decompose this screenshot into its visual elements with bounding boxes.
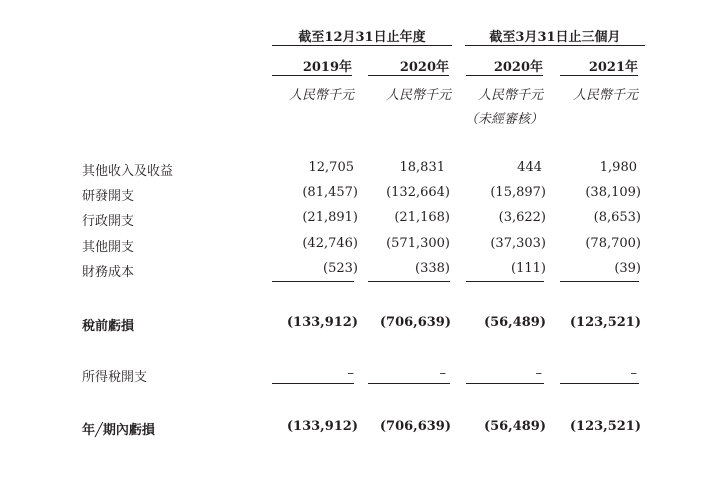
year-2019: 2019年	[302, 60, 352, 75]
lfp-col-3: (56,489)	[483, 419, 546, 434]
row-label-loss-for-period: 年╱期內虧損	[82, 423, 155, 438]
row-label-rd-expenses: 研發開支	[82, 189, 135, 204]
lfp-col-1: (133,912)	[286, 419, 358, 434]
tax-rule-3	[466, 383, 544, 384]
row-4-col-2: (338)	[415, 261, 450, 276]
row-1-col-1: (81,457)	[302, 185, 358, 200]
row-label-loss-before-tax: 稅前虧損	[82, 319, 135, 334]
lbt-col-2: (706,639)	[379, 315, 451, 330]
row-0-col-1: 12,705	[308, 160, 354, 175]
row-3-col-4: (78,700)	[585, 236, 641, 251]
tax-rule-4	[560, 383, 639, 384]
tax-col-3: –	[535, 366, 542, 381]
row-2-col-4: (8,653)	[593, 210, 641, 225]
subtotal-rule-2	[368, 281, 450, 282]
year-2021-q1: 2021年	[588, 60, 638, 75]
subtotal-rule-3	[466, 281, 544, 282]
row-3-col-2: (571,300)	[386, 236, 450, 251]
row-4-col-3: (111)	[511, 261, 546, 276]
row-4-col-4: (39)	[614, 261, 641, 276]
subtotal-rule-4	[560, 281, 639, 282]
header-year-underline	[272, 45, 452, 46]
row-3-col-1: (42,746)	[302, 236, 358, 251]
row-label-income-tax: 所得稅開支	[82, 370, 148, 385]
tax-col-2: –	[439, 366, 446, 381]
row-label-other-income: 其他收入及收益	[82, 164, 174, 179]
row-1-col-3: (15,897)	[490, 185, 546, 200]
row-4-col-1: (523)	[323, 261, 358, 276]
unit-col-4: 人民幣千元	[572, 88, 638, 103]
lbt-col-3: (56,489)	[483, 315, 546, 330]
year-underline-4	[560, 75, 638, 76]
subtotal-rule-1	[272, 281, 354, 282]
year-underline-3	[466, 75, 543, 76]
row-label-other-expenses: 其他開支	[82, 240, 135, 255]
unaudited-note: （未經審核）	[464, 112, 543, 127]
row-2-col-1: (21,891)	[302, 210, 358, 225]
year-underline-1	[272, 75, 352, 76]
row-2-col-2: (21,168)	[394, 210, 450, 225]
tax-col-1: –	[347, 366, 354, 381]
header-three-months: 截至3月31日止三個月	[489, 30, 621, 45]
lfp-col-2: (706,639)	[379, 419, 451, 434]
row-label-finance-costs: 財務成本	[82, 265, 135, 280]
row-0-col-2: 18,831	[399, 160, 445, 175]
row-2-col-3: (3,622)	[498, 210, 546, 225]
year-2020-q1: 2020年	[493, 60, 543, 75]
lbt-col-4: (123,521)	[569, 315, 641, 330]
tax-rule-2	[368, 383, 450, 384]
row-1-col-4: (38,109)	[585, 185, 641, 200]
year-2020: 2020年	[399, 60, 449, 75]
unit-col-3: 人民幣千元	[477, 88, 543, 103]
lbt-col-1: (133,912)	[286, 315, 358, 330]
header-year-ended: 截至12月31日止年度	[298, 30, 426, 45]
tax-rule-1	[272, 383, 354, 384]
row-0-col-3: 444	[517, 160, 542, 175]
unit-col-2: 人民幣千元	[385, 88, 451, 103]
row-label-admin-expenses: 行政開支	[82, 214, 135, 229]
row-0-col-4: 1,980	[599, 160, 637, 175]
row-1-col-2: (132,664)	[386, 185, 450, 200]
lfp-col-4: (123,521)	[569, 419, 641, 434]
tax-col-4: –	[630, 366, 637, 381]
year-underline-2	[368, 75, 449, 76]
header-quarter-underline	[465, 45, 645, 46]
row-3-col-3: (37,303)	[490, 236, 546, 251]
unit-col-1: 人民幣千元	[288, 88, 354, 103]
